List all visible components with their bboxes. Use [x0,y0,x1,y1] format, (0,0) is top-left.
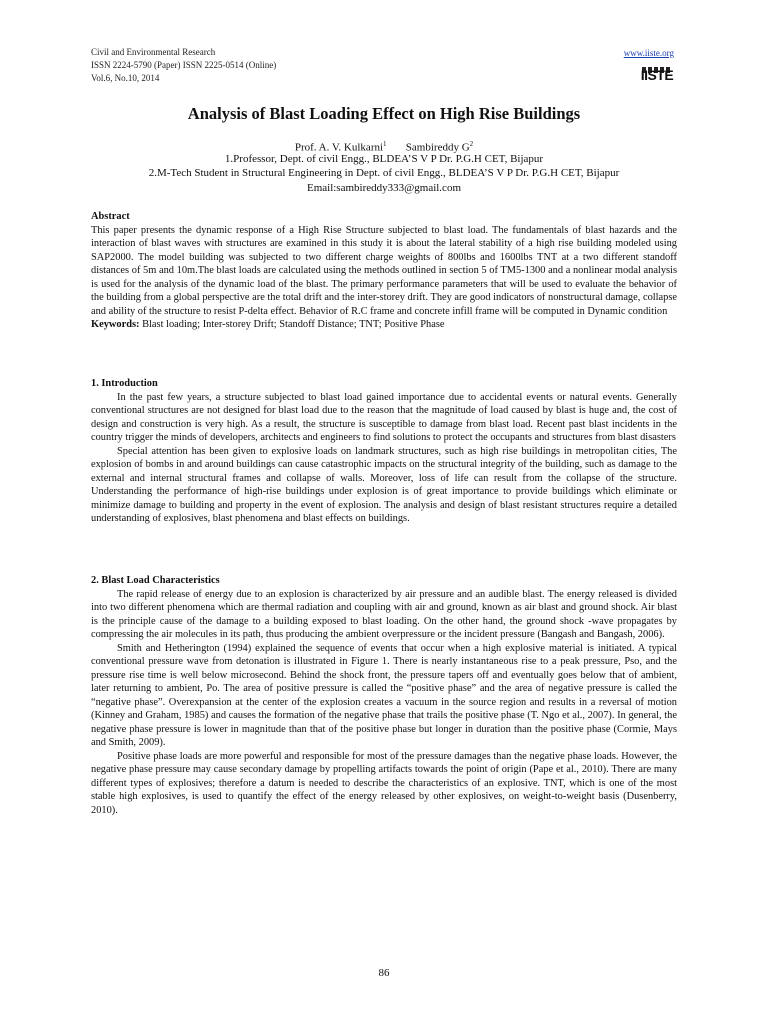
issn-line: ISSN 2224-5790 (Paper) ISSN 2225-0514 (Online) [91,60,277,70]
abstract-heading: Abstract [91,211,130,222]
introduction-paragraph-1: In the past few years, a structure subjected to blast load gained importance due to accidental events or natural events. Generally conventional structures are not designed for blast load due to the reason that the magnitude of load caused by blast is huge and, the cost of design and construction is very high. As a result, the structure is susceptible to damage from blast load. Recent past blast incidents in the country trigger the minds of developers, architects and engineers to find solutions to protect the occupants and structures from blast disasters [91,391,677,443]
journal-name: Civil and Environmental Research [91,47,216,57]
keywords-line [91,318,677,332]
abstract-section [91,210,677,332]
blast-load-heading: 2. Blast Load Characteristics [91,575,220,586]
blast-load-paragraph-3: Positive phase loads are more powerful and responsible for most of the pressure damages than the negative phase loads. However, the negative phase pressure may cause secondary damage by propelling artifacts towards the point of origin (Pape et al., 2010). There are many different types of explosives; therefore a datum is needed to describe the characteristics of an explosive. TNT, which is one of the most stable high explosives, is used to quantify the effect of the energy released by other explosives, on weight-to-weight basis (Dusenberry, 2010). [91,750,677,816]
blast-load-paragraph-2: Smith and Hetherington (1994) explained the sequence of events that occur when a high explosive material is initiated. A typical conventional pressure wave from detonation is illustrated in Figure 1. There is nearly instantaneous rise to a peak pressure, Pso, and the pressure rise time is well below microsecond. Behind the shock front, the pressure tapers off and eventually goes below that of ambient, later returning to ambient, Po. The area of positive pressure is called the “positive phase” and the area of negative pressure is called the “negative phase”. Overexpansion at the center of the explosion creates a vacuum in the source region and results in a reversal of motion (Kinney and Graham, 1985) and causes the formation of the negative phase that trails the positive phase (T. Ngo et al., 2007). In general, the negative phase pressure is lower in magnitude than that of the positive phase but longer in duration than the positive phase (Cormie, Mays and Smith, 2009). [91,642,677,748]
volume-line: Vol.6, No.10, 2014 [91,73,160,83]
author-email: Email:sambireddy333@gmail.com [306,182,462,194]
introduction-heading: 1. Introduction [91,378,158,389]
logo-bars-icon [642,60,672,66]
introduction-section [91,377,677,526]
keywords-label: Keywords: [91,319,140,330]
paper-title: Analysis of Blast Loading Effect on High Rise Buildings [187,104,581,123]
author-2-sup: 2 [469,140,474,148]
affiliation-2: 2.M-Tech Student in Structural Engineering in Dept. of civil Engg., BLDEA’S V P Dr. P.G.H CET, Bijapur [148,167,620,179]
iiste-logo [640,60,674,84]
affiliation-1: 1.Professor, Dept. of civil Engg., BLDEA’S V P Dr. P.G.H CET, Bijapur [224,153,544,165]
blast-load-paragraph-1: The rapid release of energy due to an explosion is characterized by air pressure and an audible blast. The energy released is divided into two different phenomena which are thermal radiation and coupling with air and ground, known as air blast and ground shock. Air blast is the principle cause of the damage to a building exposed to blast loading. On the other hand, the ground shock -wave propagates by compressing the air molecules in its path, thus producing the ambient overpressure or the incident pressure (Bangash and Bangash, 2006). [91,588,677,640]
author-1-sup: 1 [383,140,387,148]
page-number: 86 [378,967,390,979]
keywords-text: Blast loading; Inter-storey Drift; Standoff Distance; TNT; Positive Phase [142,319,445,330]
author-1: Prof. A. V. Kulkarni [294,141,384,154]
introduction-paragraph-2: Special attention has been given to explosive loads on landmark structures, such as high rise buildings in metropolitan cities, The explosion of bombs in and around buildings can cause catastrophic impacts on the structural integrity of the building, such as damage to the external and internal structural frames and collapse of walls. Moreover, loss of life can result from the collapse of the structure. Understanding the performance of high-rise buildings under explosion is of great importance to provide buildings which eliminate or minimize damage to building and property in the event of explosion. The analysis and design of blast resistant structures require a detailed understanding of explosives, blast phenomena and blast effects on buildings. [91,445,677,524]
blast-load-section [91,574,677,817]
abstract-text: This paper presents the dynamic response of a High Rise Structure subjected to blast load. The fundamentals of blast hazards and the interaction of blast waves with structures are examined in this study it is about the lateral stability of a high rise building modeled using SAP2000. The model building was subjected to two different charge weights of 800lbs and 1600lbs TNT at a two different standoff distances of 5m and 10m.The blast loads are calculated using the methods outlined in section 5 of TM5-1300 and a nonlinear modal analysis is used for the analysis of the dynamic load of the blast. The primary performance parameters that will be used to evaluate the behavior of the building from a global perspective are the total drift and the inter-storey drift. They are good indicators of nonstructural damage, collapse and ability of the structure to resist P-delta effect. Behavior of R.C frame and concrete infill frame will be computed in Dynamic condition [91,224,677,317]
author-2: Sambireddy G [405,141,470,154]
logo-text: IISTE [640,67,674,83]
journal-url-link[interactable]: www.iiste.org [623,48,674,58]
